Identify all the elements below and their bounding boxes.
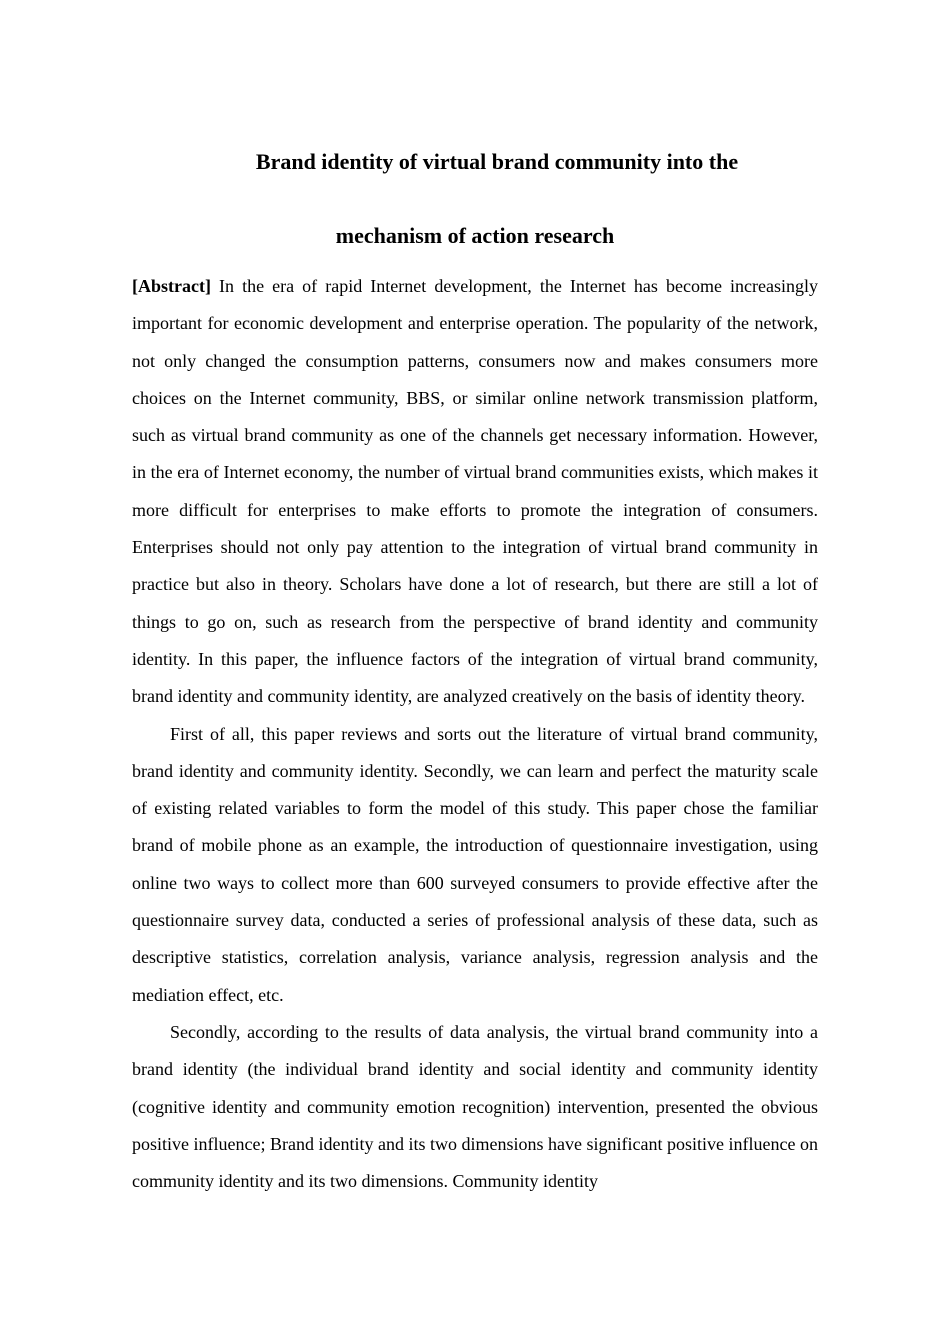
body-text xyxy=(132,268,818,1200)
abstract-paragraph xyxy=(132,268,818,716)
abstract-text: In the era of rapid Internet development, the Internet has become increasingly important for economic development and enterprise operation. The popularity of the network, not only changed the consumption patterns, consumers now and makes consumers more choices on the Internet community, BBS, or similar online network transmission platform, such as virtual brand community as one of the channels get necessary information. However, in the era of Internet economy, the number of virtual brand communities exists, which makes it more difficult for enterprises to make efforts to promote the integration of consumers. Enterprises should not only pay attention to the integration of virtual brand community in practice but also in theory. Scholars have done a lot of research, but there are still a lot of things to go on, such as research from the perspective of brand identity and community identity. In this paper, the influence factors of the integration of virtual brand community, brand identity and community identity, are analyzed creatively on the basis of identity theory. xyxy=(132,276,818,707)
paragraph-2: First of all, this paper reviews and sorts out the literature of virtual brand community, brand identity and community identity. Secondly, we can learn and perfect the maturity scale of existing related variables to form the model of this study. This paper chose the familiar brand of mobile phone as an example, the introduction of questionnaire investigation, using online two ways to collect more than 600 surveyed consumers to provide effective after the questionnaire survey data, conducted a series of professional analysis of these data, such as descriptive statistics, correlation analysis, variance analysis, regression analysis and the mediation effect, etc. xyxy=(132,723,818,1005)
title-line-1: Brand identity of virtual brand community into the xyxy=(255,149,739,174)
abstract-label: [Abstract] xyxy=(132,276,211,296)
paragraph-3: Secondly, according to the results of data analysis, the virtual brand community into a brand identity (the individual brand identity and social identity and community identity (cognitive identity and community emotion recognition) intervention, presented the obvious positive influence; Brand identity and its two dimensions have significant positive influence on community identity and its two dimensions. Community identity xyxy=(132,1021,818,1192)
title-line-2: mechanism of action research xyxy=(335,223,615,248)
